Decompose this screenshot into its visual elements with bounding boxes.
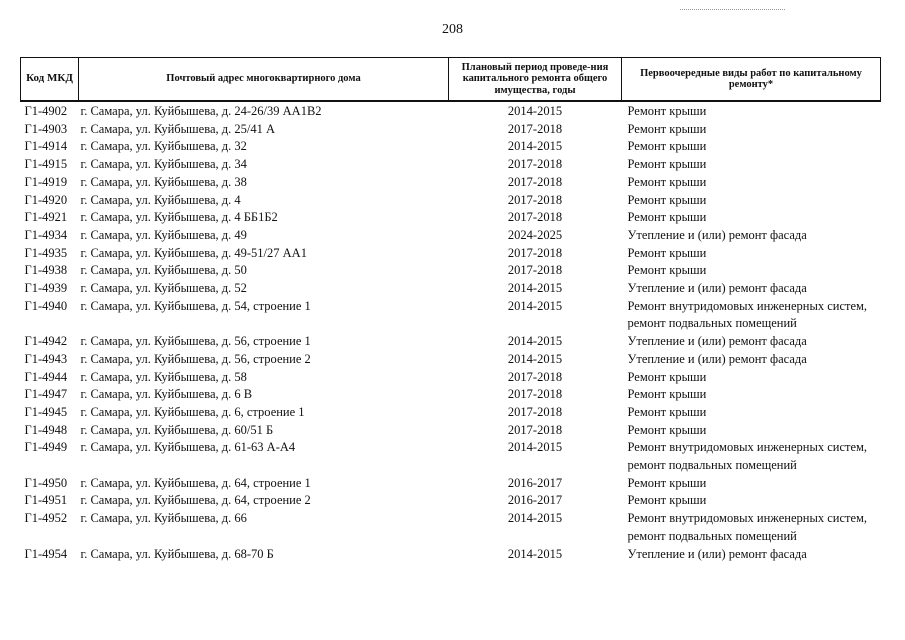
address-cell: г. Самара, ул. Куйбышева, д. 66 [80, 511, 247, 526]
table-row [21, 422, 881, 440]
repair-period-cell: 2014-2015 [507, 334, 563, 349]
repair-period-cell: 2014-2015 [507, 281, 563, 296]
repair-works-cell: Утепление и (или) ремонт фасада [627, 334, 807, 349]
repair-period-cell: 2024-2025 [507, 227, 563, 242]
address-cell: г. Самара, ул. Куйбышева, д. 6 В [80, 387, 253, 402]
mkd-code-cell: Г1-4903 [24, 121, 68, 136]
table-row [21, 439, 881, 474]
repair-works-cell: Ремонт крыши [627, 369, 707, 384]
mkd-code-cell: Г1-4954 [24, 546, 68, 561]
repair-works-cell: Ремонт крыши [627, 192, 707, 207]
table-row [21, 262, 881, 280]
address-cell: г. Самара, ул. Куйбышева, д. 56, строение 1 [80, 334, 311, 349]
address-cell: г. Самара, ул. Куйбышева, д. 64, строение 2 [80, 493, 311, 508]
address-cell: г. Самара, ул. Куйбышева, д. 68-70 Б [80, 546, 274, 561]
table-body [21, 101, 881, 563]
table-row [21, 156, 881, 174]
header-works: Первоочередные виды работ по капитальному ремонту* [622, 58, 881, 102]
table-row [21, 280, 881, 298]
address-cell: г. Самара, ул. Куйбышева, д. 4 ББ1Б2 [80, 210, 278, 225]
repair-works-cell: Ремонт крыши [627, 210, 707, 225]
mkd-code-cell: Г1-4949 [24, 440, 68, 455]
mkd-code-cell: Г1-4919 [24, 174, 68, 189]
mkd-code-cell: Г1-4938 [24, 263, 68, 278]
table-row [21, 298, 881, 333]
mkd-code-cell: Г1-4943 [24, 351, 68, 366]
repair-works-cell: Ремонт крыши [627, 245, 707, 260]
repair-period-cell: 2017-2018 [507, 121, 563, 136]
table-row [21, 351, 881, 369]
mkd-code-cell: Г1-4921 [24, 210, 68, 225]
table-row [21, 227, 881, 245]
repair-period-cell: 2017-2018 [507, 369, 563, 384]
repair-works-cell: Ремонт крыши [627, 263, 707, 278]
address-cell: г. Самара, ул. Куйбышева, д. 38 [80, 174, 247, 189]
repair-period-cell: 2017-2018 [507, 245, 563, 260]
mkd-code-cell: Г1-4939 [24, 281, 68, 296]
repair-period-cell: 2017-2018 [507, 387, 563, 402]
address-cell: г. Самара, ул. Куйбышева, д. 24-26/39 АА1В2 [80, 104, 322, 118]
repair-period-cell: 2017-2018 [507, 404, 563, 419]
repair-period-cell: 2016-2017 [507, 475, 563, 490]
repair-works-cell: Утепление и (или) ремонт фасада [627, 546, 807, 561]
table-row [21, 209, 881, 227]
repair-works-cell: Утепление и (или) ремонт фасада [627, 351, 807, 366]
table-row [21, 492, 881, 510]
table-row [21, 333, 881, 351]
repair-period-cell: 2017-2018 [507, 174, 563, 189]
mkd-code-cell: Г1-4944 [24, 369, 68, 384]
repair-works-cell: Ремонт крыши [627, 139, 707, 154]
repair-works-cell: Ремонт крыши [627, 404, 707, 419]
mkd-code-cell: Г1-4952 [24, 511, 68, 526]
address-cell: г. Самара, ул. Куйбышева, д. 56, строение 2 [80, 351, 311, 366]
repair-works-cell: Ремонт крыши [627, 475, 707, 490]
address-cell: г. Самара, ул. Куйбышева, д. 52 [80, 281, 247, 296]
mkd-code-cell: Г1-4902 [24, 104, 68, 118]
header-row [21, 58, 881, 102]
mkd-code-cell: Г1-4950 [24, 475, 68, 490]
repair-works-cell: Ремонт крыши [627, 121, 707, 136]
repair-period-cell: 2016-2017 [507, 493, 563, 508]
mkd-code-cell: Г1-4934 [24, 227, 68, 242]
address-cell: г. Самара, ул. Куйбышева, д. 50 [80, 263, 247, 278]
capital-repair-table [20, 57, 881, 563]
repair-works-cell: Ремонт крыши [627, 387, 707, 402]
repair-period-cell: 2017-2018 [507, 422, 563, 437]
address-cell: г. Самара, ул. Куйбышева, д. 64, строение 1 [80, 475, 311, 490]
mkd-code-cell: Г1-4948 [24, 422, 68, 437]
repair-period-cell: 2014-2015 [507, 440, 563, 455]
address-cell: г. Самара, ул. Куйбышева, д. 34 [80, 157, 247, 172]
mkd-code-cell: Г1-4920 [24, 192, 68, 207]
mkd-code-cell: Г1-4940 [24, 298, 68, 313]
repair-period-cell: 2017-2018 [507, 210, 563, 225]
repair-works-cell: Утепление и (или) ремонт фасада [627, 281, 807, 296]
address-cell: г. Самара, ул. Куйбышева, д. 60/51 Б [80, 422, 274, 437]
header-code: Код МКД [21, 58, 79, 102]
repair-period-cell: 2014-2015 [507, 351, 563, 366]
header-period: Плановый период проведе-ния капитального ремонта общего имущества, годы [449, 58, 622, 102]
address-cell: г. Самара, ул. Куйбышева, д. 6, строение 1 [80, 404, 305, 419]
table-row [21, 546, 881, 564]
table-row [21, 475, 881, 493]
table-row [21, 101, 881, 121]
mkd-code-cell: Г1-4914 [24, 139, 68, 154]
address-cell: г. Самара, ул. Куйбышева, д. 25/41 А [80, 121, 276, 136]
mkd-code-cell: Г1-4935 [24, 245, 68, 260]
address-cell: г. Самара, ул. Куйбышева, д. 54, строение 1 [80, 298, 311, 313]
repair-works-cell: Ремонт крыши [627, 422, 707, 437]
header-address: Почтовый адрес многоквартирного дома [79, 58, 449, 102]
address-cell: г. Самара, ул. Куйбышева, д. 61-63 А-А4 [80, 440, 296, 455]
repair-works-cell: Ремонт внутридомовых инженерных систем, ремонт подвальных помещений [627, 440, 868, 473]
mkd-code-cell: Г1-4945 [24, 404, 68, 419]
repair-period-cell: 2017-2018 [507, 263, 563, 278]
address-cell: г. Самара, ул. Куйбышева, д. 58 [80, 369, 247, 384]
table-row [21, 192, 881, 210]
repair-period-cell: 2014-2015 [507, 298, 563, 313]
repair-works-cell: Ремонт внутридомовых инженерных систем, ремонт подвальных помещений [627, 298, 868, 331]
table-row [21, 510, 881, 545]
table-row [21, 369, 881, 387]
table-row [21, 121, 881, 139]
mkd-code-cell: Г1-4947 [24, 387, 68, 402]
address-cell: г. Самара, ул. Куйбышева, д. 32 [80, 139, 247, 154]
repair-works-cell: Ремонт крыши [627, 493, 707, 508]
page-number: 208 [442, 22, 463, 37]
repair-period-cell: 2014-2015 [507, 546, 563, 561]
address-cell: г. Самара, ул. Куйбышева, д. 49 [80, 227, 247, 242]
address-cell: г. Самара, ул. Куйбышева, д. 49-51/27 АА1 [80, 245, 307, 260]
table-row [21, 138, 881, 156]
address-cell: г. Самара, ул. Куйбышева, д. 4 [80, 192, 241, 207]
table-header [21, 58, 881, 102]
repair-works-cell: Ремонт крыши [627, 174, 707, 189]
repair-period-cell: 2014-2015 [507, 104, 563, 118]
repair-period-cell: 2017-2018 [507, 192, 563, 207]
repair-works-cell: Ремонт крыши [627, 157, 707, 172]
repair-period-cell: 2014-2015 [507, 511, 563, 526]
scan-artifact-line [680, 9, 785, 10]
repair-period-cell: 2014-2015 [507, 139, 563, 154]
repair-works-cell: Ремонт крыши [627, 104, 707, 118]
table-row [21, 174, 881, 192]
mkd-code-cell: Г1-4951 [24, 493, 68, 508]
table-row [21, 404, 881, 422]
mkd-code-cell: Г1-4915 [24, 157, 68, 172]
repair-works-cell: Утепление и (или) ремонт фасада [627, 227, 807, 242]
table-row [21, 386, 881, 404]
repair-period-cell: 2017-2018 [507, 157, 563, 172]
mkd-code-cell: Г1-4942 [24, 334, 68, 349]
table-row [21, 245, 881, 263]
repair-works-cell: Ремонт внутридомовых инженерных систем, ремонт подвальных помещений [627, 511, 868, 543]
